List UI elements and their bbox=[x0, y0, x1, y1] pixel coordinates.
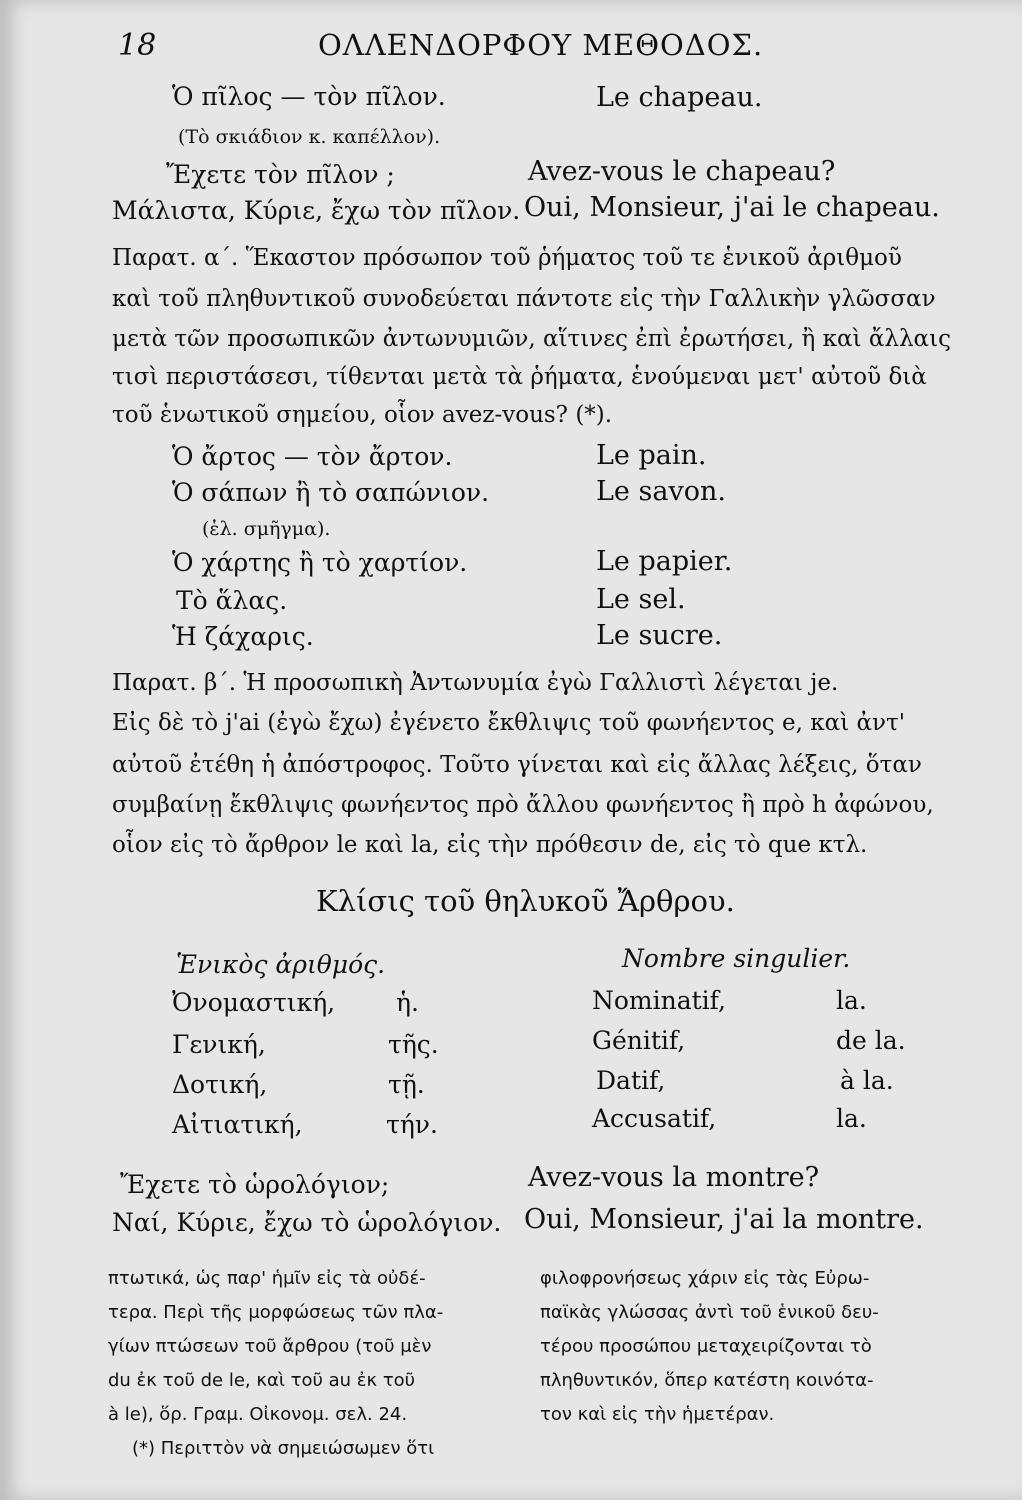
remark-a-line: καὶ τοῦ πληθυντικοῦ συνοδεύεται πάντοτε εἰς τὴν Γαλλικὴν γλῶσσαν bbox=[112, 286, 936, 312]
vocab-french-line: Le papier. bbox=[596, 546, 733, 577]
page-number: 18 bbox=[118, 28, 157, 63]
table-cell: Accusatif, bbox=[592, 1104, 717, 1133]
footnote-left-line: à le), ὅρ. Γραμ. Οἰκονομ. σελ. 24. bbox=[108, 1404, 408, 1425]
vocab-french-line: Le sucre. bbox=[596, 620, 723, 651]
table-cell: Génitif, bbox=[592, 1026, 686, 1055]
table-cell: τῇ. bbox=[388, 1070, 425, 1099]
table-cell: la. bbox=[836, 986, 867, 1015]
vocab-greek-line: Ναί, Κύριε, ἔχω τὸ ὡρολόγιον. bbox=[112, 1208, 502, 1237]
vocab-greek-line: Ὁ πῖλος — τὸν πῖλον. bbox=[172, 82, 446, 111]
footnote-right-line: παϊκὰς γλώσσας ἀντὶ τοῦ ἑνικοῦ δευ- bbox=[540, 1302, 879, 1323]
table-header-greek: Ἑνικὸς ἀριθμός. bbox=[176, 950, 386, 979]
vocab-greek-line: Ὁ σάπων ἢ τὸ σαπώνιον. bbox=[172, 478, 490, 507]
vocab-french-line: Le savon. bbox=[596, 476, 726, 507]
table-cell: τῆς. bbox=[388, 1030, 439, 1059]
vocab-greek-line: Τὸ ἅλας. bbox=[176, 586, 288, 615]
footnote-left-line: γίων πτώσεων τοῦ ἄρθρου (τοῦ μὲν bbox=[108, 1336, 432, 1357]
vocab-greek-note: (Τὸ σκιάδιον κ. καπέλλον). bbox=[178, 126, 441, 148]
footnote-right-line: φιλοφρονήσεως χάριν εἰς τὰς Εὐρω- bbox=[540, 1268, 870, 1289]
footnote-left-line: πτωτικά, ὡς παρ' ἡμῖν εἰς τὰ οὐδέ- bbox=[108, 1268, 426, 1289]
remark-b-line: Παρατ. β΄. Ἡ προσωπικὴ Ἀντωνυμία ἐγὼ Γαλλιστὶ λέγεται je. bbox=[112, 670, 839, 696]
vocab-greek-line: Ἔχετε τὸ ὡρολόγιον; bbox=[120, 1170, 390, 1199]
footnote-right-line: τον καὶ εἰς τὴν ἡμετέραν. bbox=[540, 1404, 775, 1425]
remark-a-line: τισὶ περιστάσεσι, τίθενται μετὰ τὰ ῥήματα, ἑνούμεναι μετ' αὐτοῦ διὰ bbox=[112, 364, 927, 390]
table-cell: la. bbox=[836, 1104, 867, 1133]
table-header-french: Nombre singulier. bbox=[622, 944, 851, 973]
remark-a-line: τοῦ ἑνωτικοῦ σημείου, οἷον avez-vous? (*). bbox=[112, 402, 613, 428]
vocab-greek-line: Ὁ χάρτης ἢ τὸ χαρτίον. bbox=[172, 548, 468, 577]
vocab-french-line: Le chapeau. bbox=[596, 82, 763, 113]
vocab-greek-line: Ἔχετε τὸν πῖλον ; bbox=[166, 160, 395, 189]
table-cell: à la. bbox=[840, 1066, 894, 1095]
table-cell: Αἰτιατική, bbox=[172, 1110, 303, 1139]
running-title: ΟΛΛΕΝΔΟΡΦΟΥ ΜΕΘΟΔΟΣ. bbox=[318, 28, 764, 62]
vocab-french-line: Le sel. bbox=[596, 584, 686, 615]
vocab-french-line: Avez-vous le chapeau? bbox=[528, 156, 836, 187]
table-cell: Γενική, bbox=[172, 1030, 266, 1059]
table-cell: ἡ. bbox=[396, 988, 419, 1017]
table-cell: Δοτική, bbox=[172, 1070, 268, 1099]
vocab-greek-line: Ὁ ἄρτος — τὸν ἄρτον. bbox=[172, 442, 453, 471]
remark-a-line: μετὰ τῶν προσωπικῶν ἀντωνυμιῶν, αἵτινες ἐπὶ ἐρωτήσει, ἢ καὶ ἄλλαις bbox=[112, 326, 951, 352]
remark-a-line: Παρατ. α΄. Ἕκαστον πρόσωπον τοῦ ῥήματος τοῦ τε ἑνικοῦ ἀριθμοῦ bbox=[112, 245, 902, 271]
vocab-french-line: Oui, Monsieur, j'ai la montre. bbox=[524, 1204, 924, 1235]
remark-b-line: οἷον εἰς τὸ ἄρθρον le καὶ la, εἰς τὴν πρόθεσιν de, εἰς τὸ que κτλ. bbox=[112, 832, 868, 858]
vocab-french-line: Avez-vous la montre? bbox=[528, 1162, 820, 1193]
footnote-right-line: τέρου προσώπου μεταχειρίζονται τὸ bbox=[540, 1336, 872, 1357]
footnote-right-line: πληθυντικόν, ὅπερ κατέστη κοινότα- bbox=[540, 1370, 874, 1391]
table-cell: τήν. bbox=[386, 1110, 438, 1139]
section-heading: Κλίσις τοῦ θηλυκοῦ Ἄρθρου. bbox=[316, 884, 735, 918]
vocab-greek-note: (ἑλ. σμῆγμα). bbox=[202, 518, 331, 540]
table-cell: Ὀνομαστική, bbox=[172, 988, 336, 1017]
vocab-greek-line: Μάλιστα, Κύριε, ἔχω τὸν πῖλον. bbox=[112, 196, 521, 225]
vocab-french-line: Oui, Monsieur, j'ai le chapeau. bbox=[524, 192, 940, 223]
vocab-french-line: Le pain. bbox=[596, 440, 707, 471]
footnote-left-line: (*) Περιττὸν νὰ σημειώσωμεν ὅτι bbox=[132, 1438, 435, 1459]
remark-b-line: Εἰς δὲ τὸ j'ai (ἐγὼ ἔχω) ἐγένετο ἔκθλιψις τοῦ φωνήεντος e, καὶ ἀντ' bbox=[112, 710, 906, 736]
remark-b-line: συμβαίνῃ ἔκθλιψις φωνήεντος πρὸ ἄλλου φωνήεντος ἢ πρὸ h ἀφώνου, bbox=[112, 792, 934, 818]
table-cell: de la. bbox=[836, 1026, 906, 1055]
table-cell: Datif, bbox=[596, 1066, 666, 1095]
table-cell: Nominatif, bbox=[592, 986, 726, 1015]
vocab-greek-line: Ἡ ζάχαρις. bbox=[172, 622, 314, 651]
footnote-left-line: τερα. Περὶ τῆς μορφώσεως τῶν πλα- bbox=[108, 1302, 444, 1323]
remark-b-line: αὐτοῦ ἐτέθη ἡ ἀπόστροφος. Τοῦτο γίνεται καὶ εἰς ἄλλας λέξεις, ὅταν bbox=[112, 752, 922, 778]
footnote-left-line: du ἐκ τοῦ de le, καὶ τοῦ au ἐκ τοῦ bbox=[108, 1370, 416, 1391]
